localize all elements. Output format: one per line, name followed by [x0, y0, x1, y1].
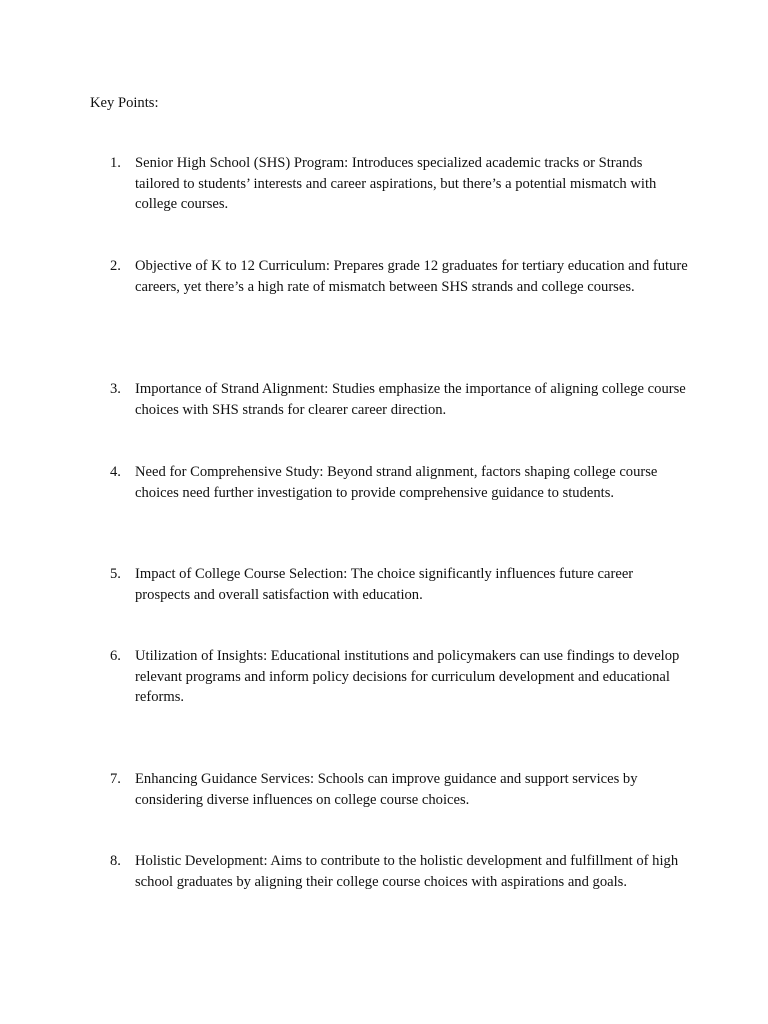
list-item-number: 3.	[110, 381, 121, 397]
list-item-text: Holistic Development: Aims to contribute to the holistic development and fulfillment of high school graduates by aligning their college course choices with aspirations and goals.	[135, 853, 679, 890]
list-item-number: 6.	[110, 648, 121, 664]
list-item-text: Objective of K to 12 Curriculum: Prepares grade 12 graduates for tertiary education and future careers, yet there’s a high rate of mismatch between SHS strands and college courses.	[135, 258, 688, 295]
list-item	[110, 256, 690, 297]
list-item-text: Need for Comprehensive Study: Beyond strand alignment, factors shaping college course choices need further investigation to provide comprehensive guidance to students.	[135, 464, 658, 501]
list-item-text: Enhancing Guidance Services: Schools can improve guidance and support services by considering diverse influences on college course choices.	[135, 771, 638, 808]
list-item-number: 8.	[110, 853, 121, 869]
list-item-text: Senior High School (SHS) Program: Introduces specialized academic tracks or Strands tailored to students’ interests and career aspirations, but there’s a potential mismatch with college courses.	[135, 155, 657, 213]
list-item-number: 7.	[110, 771, 121, 787]
list-item-text: Importance of Strand Alignment: Studies emphasize the importance of aligning college course choices with SHS strands for clearer career direction.	[135, 381, 686, 418]
list-item	[110, 646, 690, 708]
key-points-heading: Key Points:	[90, 95, 159, 111]
list-item-number: 1.	[110, 155, 121, 171]
list-item	[110, 153, 690, 215]
list-item-text: Impact of College Course Selection: The choice significantly influences future career prospects and overall satisfaction with education.	[135, 566, 634, 603]
list-item	[110, 851, 690, 892]
list-item	[110, 462, 690, 503]
list-item	[110, 769, 690, 810]
list-item-text: Utilization of Insights: Educational institutions and policymakers can use findings to develop relevant programs and inform policy decisions for curriculum development and educational reforms.	[135, 648, 680, 706]
list-item-number: 4.	[110, 464, 121, 480]
list-item	[110, 379, 690, 420]
list-item-number: 5.	[110, 566, 121, 582]
list-item-number: 2.	[110, 258, 121, 274]
list-item	[110, 564, 690, 605]
